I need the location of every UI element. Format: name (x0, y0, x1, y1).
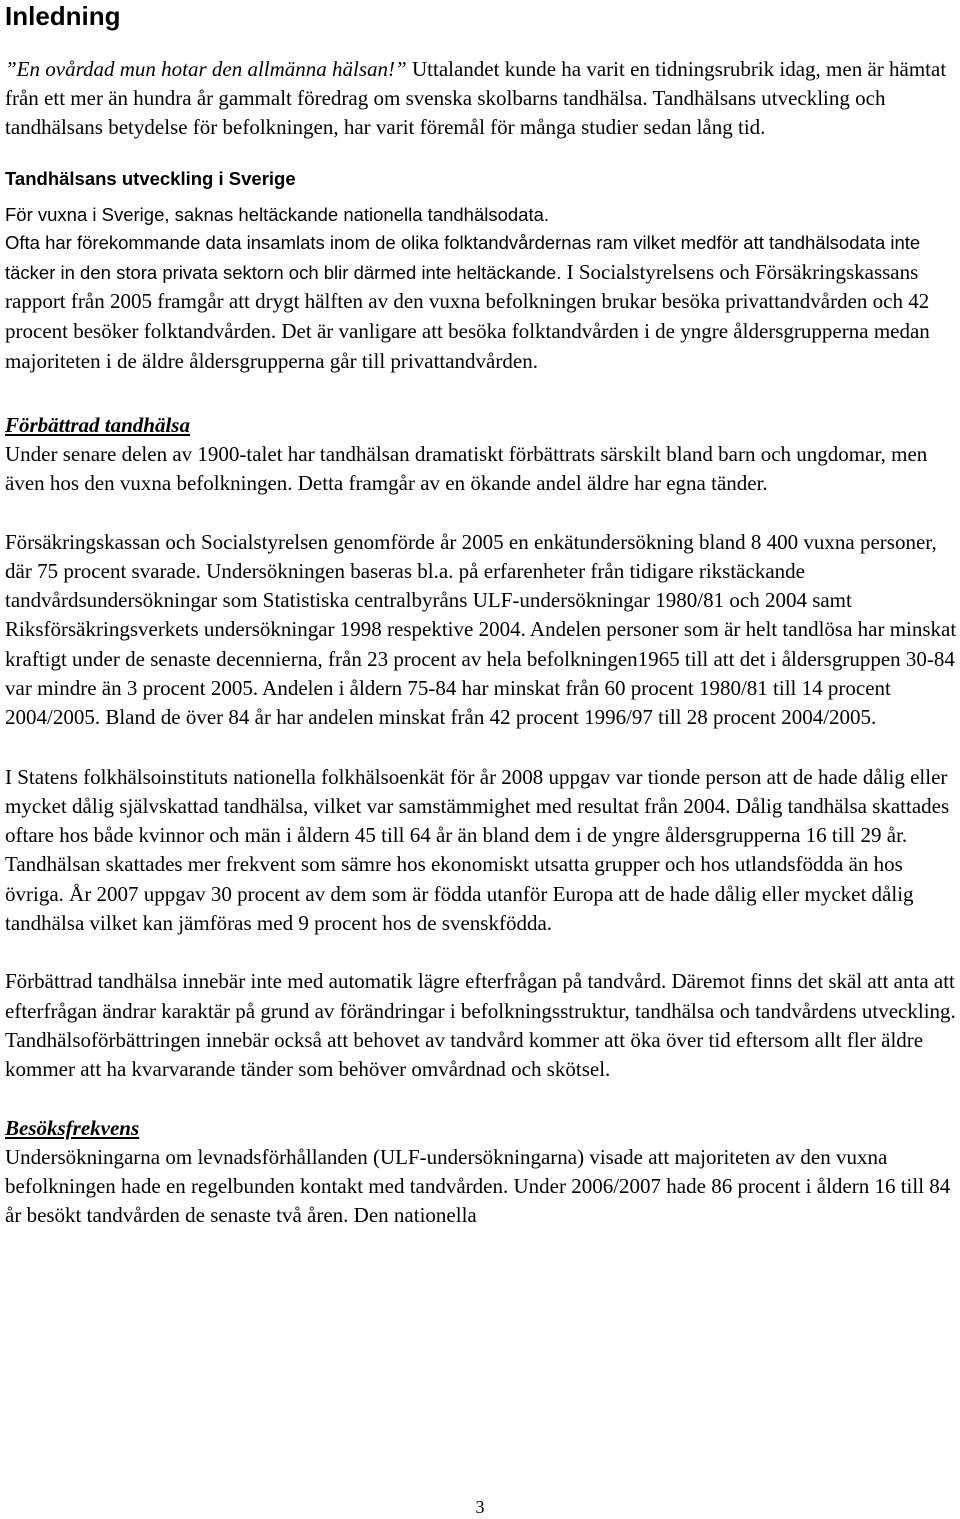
intro-paragraph (5, 55, 957, 142)
sverige-para-sans: Ofta har förekommande data insamlats inom de olika folktandvårdernas ram vilket medför att tandhälsodata inte täcker in den stora privata sektorn och blir därmed inte heltäckande. (5, 232, 921, 283)
heading-forbattrad-tandhalsa: Förbättrad tandhälsa (5, 412, 190, 437)
forbattrad-paragraph-4: Förbättrad tandhälsa innebär inte med automatik lägre efterfrågan på tandvård. Däremot finns det skäl att anta att efterfrågan ändrar karaktär på grund av förändringar i befolkningsstruktur, tandhälsa och tandvårdens utveckling. Tandhälsoförbättringen innebär också att behovet av tandvård kommer att öka över tid eftersom allt fler äldre kommer att ha kvarvarande tänder som behöver omvårdnad och skötsel. (5, 969, 956, 1082)
intro-quote: ”En ovårdad mun hotar den allmänna hälsan!” (5, 57, 407, 81)
besok-paragraph-1: Undersökningarna om levnadsförhållanden (ULF-undersökningarna) visade att majoriteten av den vuxna befolkningen hade en regelbunden kontakt med tandvården. Under 2006/2007 hade 86 procent i åldern 16 till 84 år besökt tandvården de senaste två åren. Den nationella (5, 1144, 951, 1227)
forbattrad-paragraph-3: I Statens folkhälsoinstituts nationella folkhälsoenkät för år 2008 uppgav var tionde person att de hade dålig eller mycket dålig självskattad tandhälsa, vilket var samstämmighet med resultat från 2004. Dålig tandhälsa skattades oftare hos både kvinnor och män i åldern 45 till 64 år än bland dem i de yngre åldersgrupperna 16 till 29 år. Tandhälsan skattades mer frekvent som sämre hos ekonomiskt utsatta grupper och hos utlandsfödda än hos övriga. År 2007 uppgav 30 procent av dem som är födda utanför Europa att de hade dålig eller mycket dålig tandhälsa vilket kan jämföras med 9 procent hos de svenskfödda. (5, 764, 950, 936)
forbattrad-paragraph-1: Under senare delen av 1900-talet har tandhälsan dramatiskt förbättrats särskilt bland barn och ungdomar, men även hos den vuxna befolkningen. Detta framgår av en ökande andel äldre har egna tänder. (5, 441, 928, 495)
heading-besoksfrekvens: Besöksfrekvens (5, 1115, 140, 1140)
heading-tandhalsans-utveckling: Tandhälsans utveckling i Sverige (5, 168, 296, 189)
sverige-paragraph (5, 229, 957, 377)
page-number: 3 (475, 1497, 485, 1517)
forbattrad-paragraph-2: Försäkringskassan och Socialstyrelsen genomförde år 2005 en enkätundersökning bland 8 400 vuxna personer, där 75 procent svarade. Undersökningen baseras bl.a. på erfarenheter från tidigare rikstäckande tandvårdsundersökningar som Statistiska centralbyråns ULF-undersökningar 1980/81 och 2004 samt Riksförsäkringsverkets undersökningar 1998 respektive 2004. Andelen personer som är helt tandlösa har minskat kraftigt under de senaste decennierna, från 23 procent av hela befolkningen1965 till att det i åldersgruppen 30-84 var mindre än 3 procent 2005. Andelen i åldern 75-84 har minskat från 60 procent 1980/81 till 14 procent 2004/2005. Bland de över 84 år har andelen minskat från 42 procent 1996/97 till 28 procent 2004/2005. (5, 529, 957, 730)
sverige-lead: För vuxna i Sverige, saknas heltäckande nationella tandhälsodata. (5, 204, 550, 225)
document-page (5, 0, 957, 1230)
sverige-para-serif: I Socialstyrelsens och Försäkringskassans rapport från 2005 framgår att drygt hälften av den vuxna befolkningen brukar besöka privattandvården och 42 procent besöker folktandvården. Det är vanligare att besöka folktandvården i de yngre åldersgrupperna medan majoriteten i de äldre åldersgrupperna går till privattandvården. (5, 259, 930, 373)
intro-text: Uttalandet kunde ha varit en tidningsrubrik idag, men är hämtat från ett mer än hundra år gammalt föredrag om svenska skolbarns tandhälsa. Tandhälsans utveckling och tandhälsans betydelse för befolkningen, har varit föremål för många studier sedan lång tid. (5, 57, 947, 139)
chapter-title: Inledning (5, 1, 121, 31)
